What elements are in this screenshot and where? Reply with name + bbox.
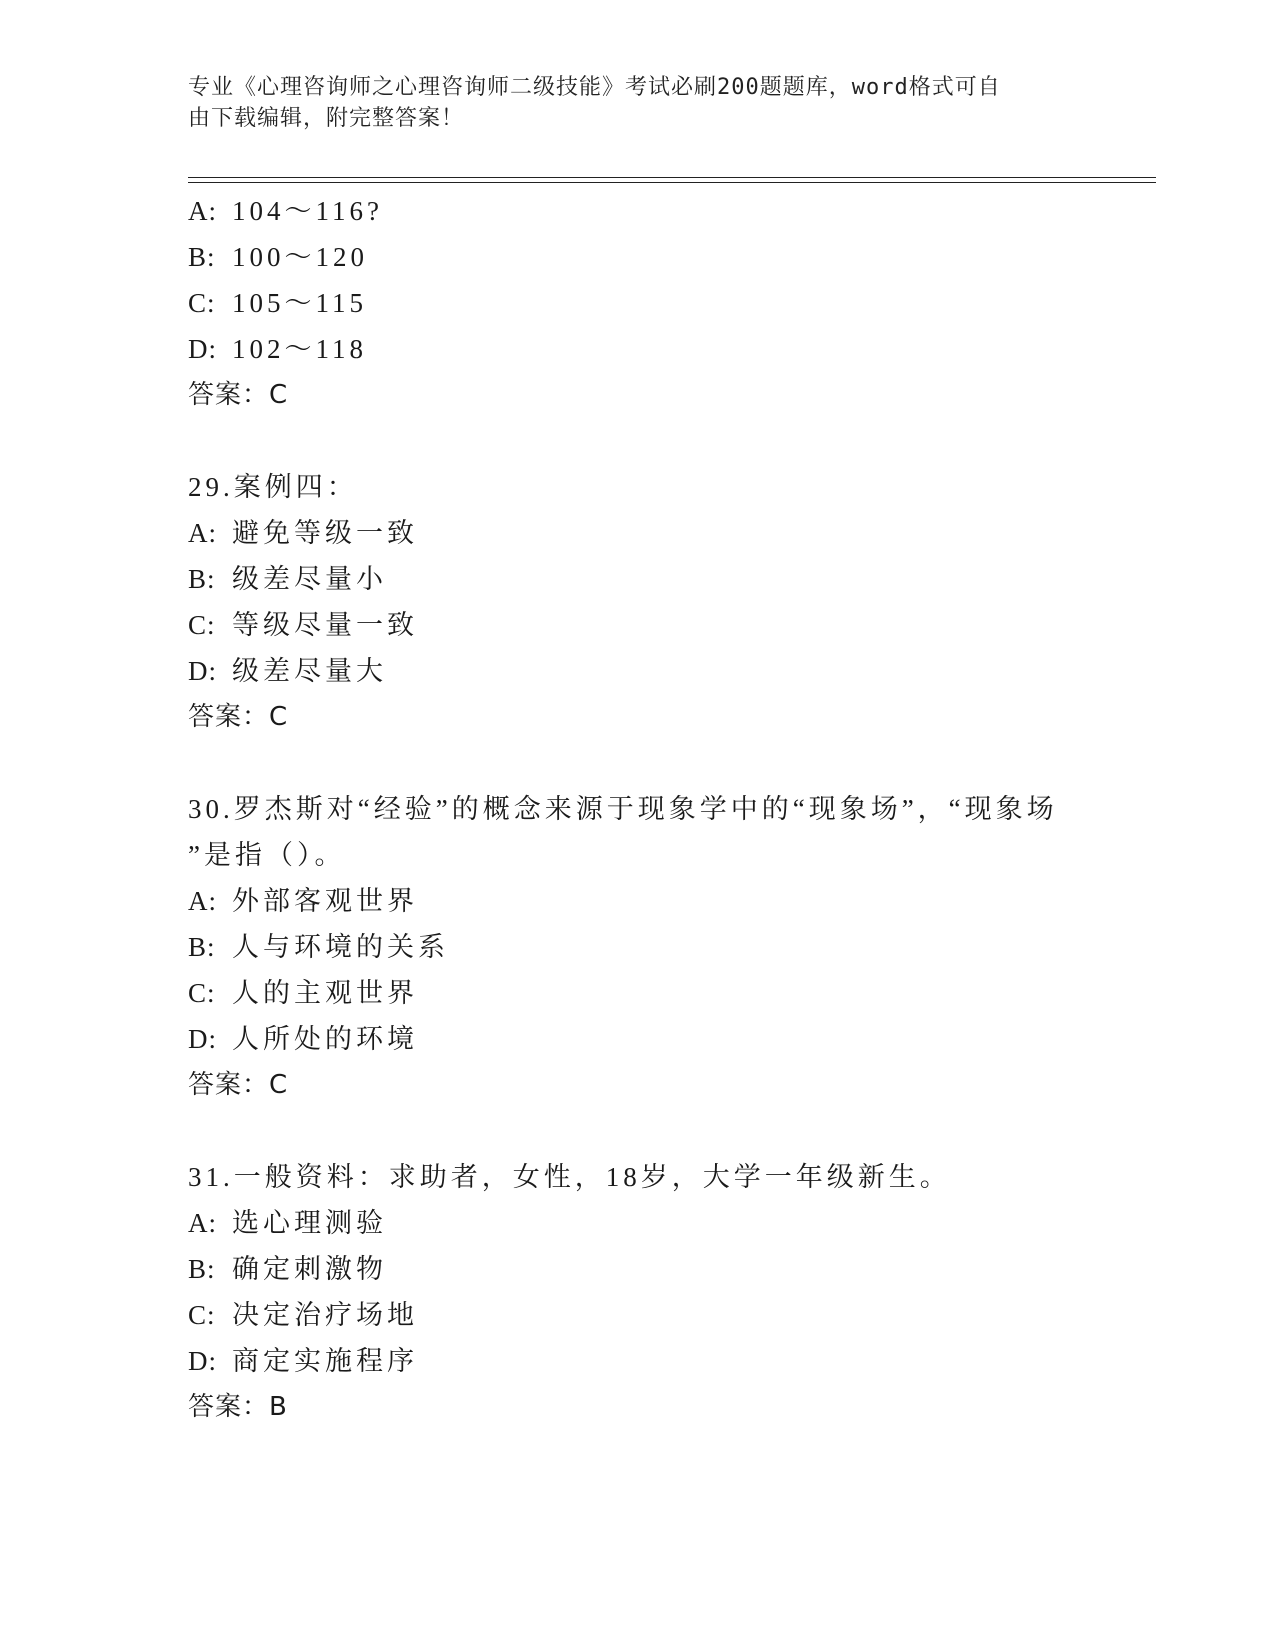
question-28 [188,188,1108,418]
option-a: A: 外部客观世界 [188,886,418,916]
answer: 答案：C [188,1070,289,1100]
option-c: C: 等级尽量一致 [188,610,418,640]
question-stem-continued: ”是指（）。 [188,840,346,870]
option-d: D: 人所处的环境 [188,1024,418,1054]
header-line-2: 由下载编辑，附完整答案！ [188,106,465,131]
question-list [188,188,1108,1430]
option-c: C: 人的主观世界 [188,978,418,1008]
option-b: B: 级差尽量小 [188,564,387,594]
header-divider-bottom [188,182,1156,183]
option-a: A: 选心理测验 [188,1208,387,1238]
option-d: D: 级差尽量大 [188,656,387,686]
answer: 答案：C [188,380,289,410]
question-stem: 29.案例四： [188,472,358,502]
question-31 [188,1154,1108,1430]
option-b: B: 人与环境的关系 [188,932,449,962]
option-a: A: 104～116? [188,196,383,226]
option-b: B: 100～120 [188,242,368,272]
question-30 [188,786,1108,1108]
option-c: C: 决定治疗场地 [188,1300,418,1330]
answer: 答案：B [188,1392,288,1422]
option-c: C: 105～115 [188,288,367,318]
header-line-1: 专业《心理咨询师之心理咨询师二级技能》考试必刷200题题库，word格式可自 [188,75,1001,100]
question-stem: 30.罗杰斯对“经验”的概念来源于现象学中的“现象场”，“现象场 [188,794,1058,824]
option-b: B: 确定刺激物 [188,1254,387,1284]
option-d: D: 102～118 [188,334,367,364]
option-d: D: 商定实施程序 [188,1346,418,1376]
answer: 答案：C [188,702,289,732]
question-29 [188,464,1108,740]
header-divider-top [188,177,1156,178]
option-a: A: 避免等级一致 [188,518,418,548]
document-header [188,72,1088,134]
question-stem: 31.一般资料：求助者，女性，18岁，大学一年级新生。 [188,1162,951,1192]
